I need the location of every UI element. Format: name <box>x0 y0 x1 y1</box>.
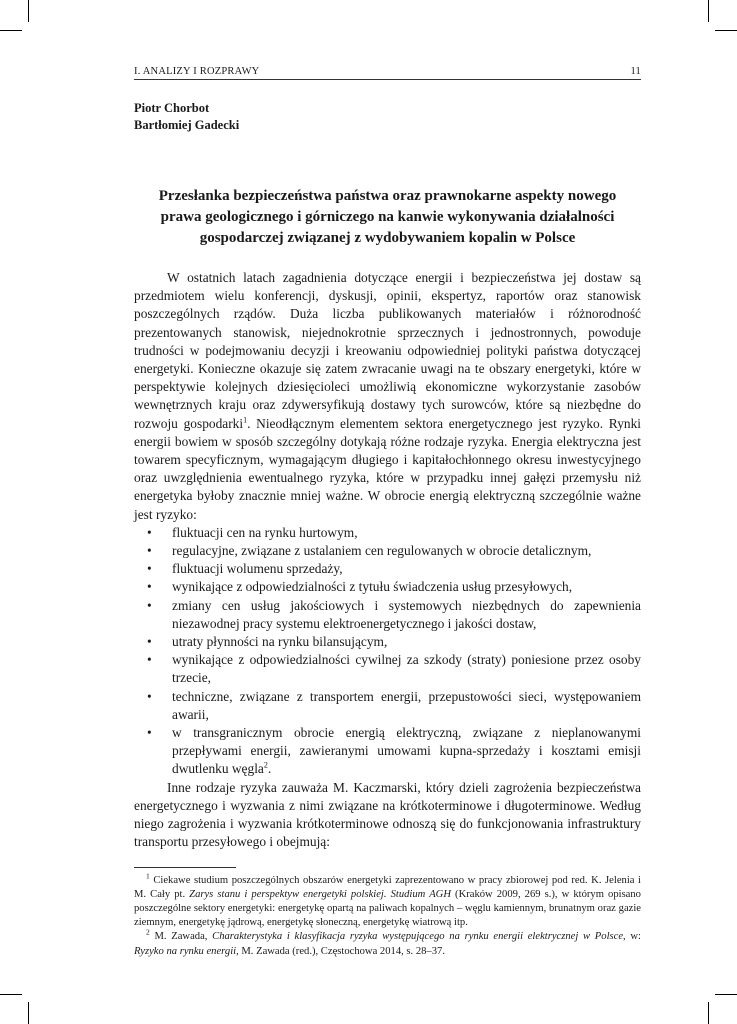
crop-mark <box>28 0 29 22</box>
crop-mark <box>708 0 709 22</box>
crop-mark <box>0 30 22 31</box>
paragraph-1-text-a: W ostatnich latach zagadnienia dotyczące energii i bezpieczeństwa jej dostaw są przedmiotem wielu konferencji, dyskusji, opinii, ekspertyz, raportów oraz stanowisk poszczególnych rządów. Duża liczba publikowanych materiałów i różnorodność prezentowanych stanowisk, niejednokrotnie sprzecznych i jednostronnych, powoduje trudności w podejmowaniu decyzji i kreowaniu odpowiedniej polityki państwa dotyczącej energetyki. Konieczne okazuje się zatem zwracanie uwagi na te obszary energetyki, które w perspektywie kolejnych dziesięcioleci umożliwią ekonomiczne wykorzystanie zasobów wewnętrznych kraju oraz zdywersyfikują dostawy tych surowców, które są niezbędne do rozwoju gospodarki <box>134 270 641 431</box>
page <box>134 66 641 959</box>
footnote-1-text-a: Ciekawe studium poszczególnych obszarów energetyki zaprezentowano w pracy zbiorowej pod red. K. Jelenia i M. Cały pt. <box>134 874 641 900</box>
bullet-icon: • <box>147 561 152 577</box>
page-number: 11 <box>630 66 641 77</box>
list-item-text: zmiany cen usług jakościowych i systemowych niezbędnych do zapewnienia niezawodnej pracy systemu elektroenergetycznego i jakości dostaw, <box>172 597 641 631</box>
bullet-icon: • <box>147 543 152 559</box>
bullet-icon: • <box>147 688 152 704</box>
list-item-text: w transgranicznym obrocie energią elektryczną, związane z nieplanowanymi przepływami energii, zawieranymi umowami kupna-sprzedaży i kosztami emisji dwutlenku węgla <box>172 725 641 777</box>
crop-mark <box>708 1002 709 1024</box>
footnote-ref-1[interactable]: 1 <box>243 415 248 425</box>
paragraph-1-text-b: . Nieodłącznym elementem sektora energetycznego jest ryzyko. Rynki energii bowiem w sposób szczególny dotykają różne rodzaje ryzyka. Energia elektryczna jest towarem specyficznym, wymagającym długiego i kapitałochłonnego okresu inwestycyjnego oraz uwzględnienia ewentualnego ryzyka, które w przypadku innej gałęzi przemysłu niż energetyka byłoby znacznie mniej ważne. W obrocie energią elektryczną szczególnie ważne jest ryzyko: <box>134 415 642 522</box>
paragraph-2: Inne rodzaje ryzyka zauważa M. Kaczmarski, który dzieli zagrożenia bezpieczeństwa energetycznego i wyzwania z nimi związane na krótkoterminowe i długoterminowe. Według niego zagrożenia i wyzwania krótkoterminowe odnoszą się do funkcjonowania infrastruktury transportu przesyłowego i obejmują: <box>134 779 641 850</box>
article-title <box>134 186 641 249</box>
bullet-icon: • <box>147 579 152 595</box>
title-line-1: Przesłanka bezpieczeństwa państwa oraz prawnokarne aspekty nowego <box>158 188 617 204</box>
title-line-2: prawa geologicznego i górniczego na kanwie wykonywania działalności <box>160 209 615 225</box>
list-item <box>134 560 641 578</box>
author-2: Bartłomiej Gadecki <box>134 118 240 132</box>
title-line-3: gospodarczej związanej z wydobywaniem kopalin w Polsce <box>199 230 576 246</box>
running-title: I. ANALIZY I ROZPRAWY <box>134 66 260 77</box>
list-item-end: . <box>267 761 272 777</box>
list-item <box>134 688 641 724</box>
paragraph-1 <box>134 269 641 524</box>
footnote-2 <box>134 927 641 958</box>
list-item-text: fluktuacji wolumenu sprzedaży, <box>172 561 343 577</box>
bullet-icon: • <box>147 725 152 741</box>
list-item-text: wynikające z odpowiedzialności cywilnej za szkody (straty) poniesione przez osoby trzecie, <box>172 652 641 686</box>
list-item <box>134 578 641 596</box>
bullet-icon: • <box>147 634 152 650</box>
bullet-icon: • <box>147 652 152 668</box>
bullet-icon: • <box>147 597 152 613</box>
running-header <box>134 66 641 80</box>
footnote-ref-2[interactable]: 2 <box>263 761 268 771</box>
footnote-2-title: Charakterystyka i klasyfikacja ryzyka występującego na rynku energii elektrycznej w Polsce <box>212 931 624 943</box>
footnote-2-text-a: M. Zawada, <box>154 931 213 943</box>
footnotes <box>134 870 641 959</box>
list-item-text: regulacyjne, związane z ustalaniem cen regulowanych w obrocie detalicznym, <box>172 543 592 559</box>
list-item <box>134 633 641 651</box>
footnote-2-book-title: Ryzyko na rynku energii <box>134 945 237 957</box>
footnote-1-number: 1 <box>146 870 150 880</box>
list-item <box>134 524 641 542</box>
crop-mark <box>715 994 737 995</box>
article-body <box>134 269 641 852</box>
footnote-1 <box>134 870 641 931</box>
author-1: Piotr Chorbot <box>134 101 210 115</box>
authors <box>134 100 641 134</box>
crop-mark <box>28 1002 29 1024</box>
list-item <box>134 542 641 560</box>
crop-mark <box>715 30 737 31</box>
list-item-text: fluktuacji cen na rynku hurtowym, <box>172 524 358 540</box>
list-item <box>134 724 641 779</box>
list-item-text: techniczne, związane z transportem energii, przepustowości sieci, występowaniem awarii, <box>172 688 641 722</box>
footnote-1-title: Zarys stanu i perspektyw energetyki polskiej. Studium AGH <box>189 888 451 900</box>
footnote-divider <box>134 867 236 868</box>
list-item <box>134 651 641 687</box>
footnote-2-number: 2 <box>146 927 150 937</box>
footnote-2-text-c: , M. Zawada (red.), Częstochowa 2014, s. 28–37. <box>236 945 445 957</box>
risk-list <box>134 524 641 779</box>
list-item <box>134 597 641 633</box>
footnote-1-text-b: (Kraków 2009, 269 s.), w którym opisano poszczególne sektory energetyki: energetykę opartą na paliwach kopalnych – węglu kamiennym, brunatnym oraz gazie ziemnym, energetykę jądrową, energetykę słoneczną, energetykę wiatrową itp. <box>134 888 641 929</box>
footnote-2-text-b: , w: <box>623 931 641 943</box>
list-item-text: wynikające z odpowiedzialności z tytułu świadczenia usług przesyłowych, <box>172 579 573 595</box>
list-item-text: utraty płynności na rynku bilansującym, <box>172 634 388 650</box>
bullet-icon: • <box>147 524 152 540</box>
crop-mark <box>0 994 22 995</box>
